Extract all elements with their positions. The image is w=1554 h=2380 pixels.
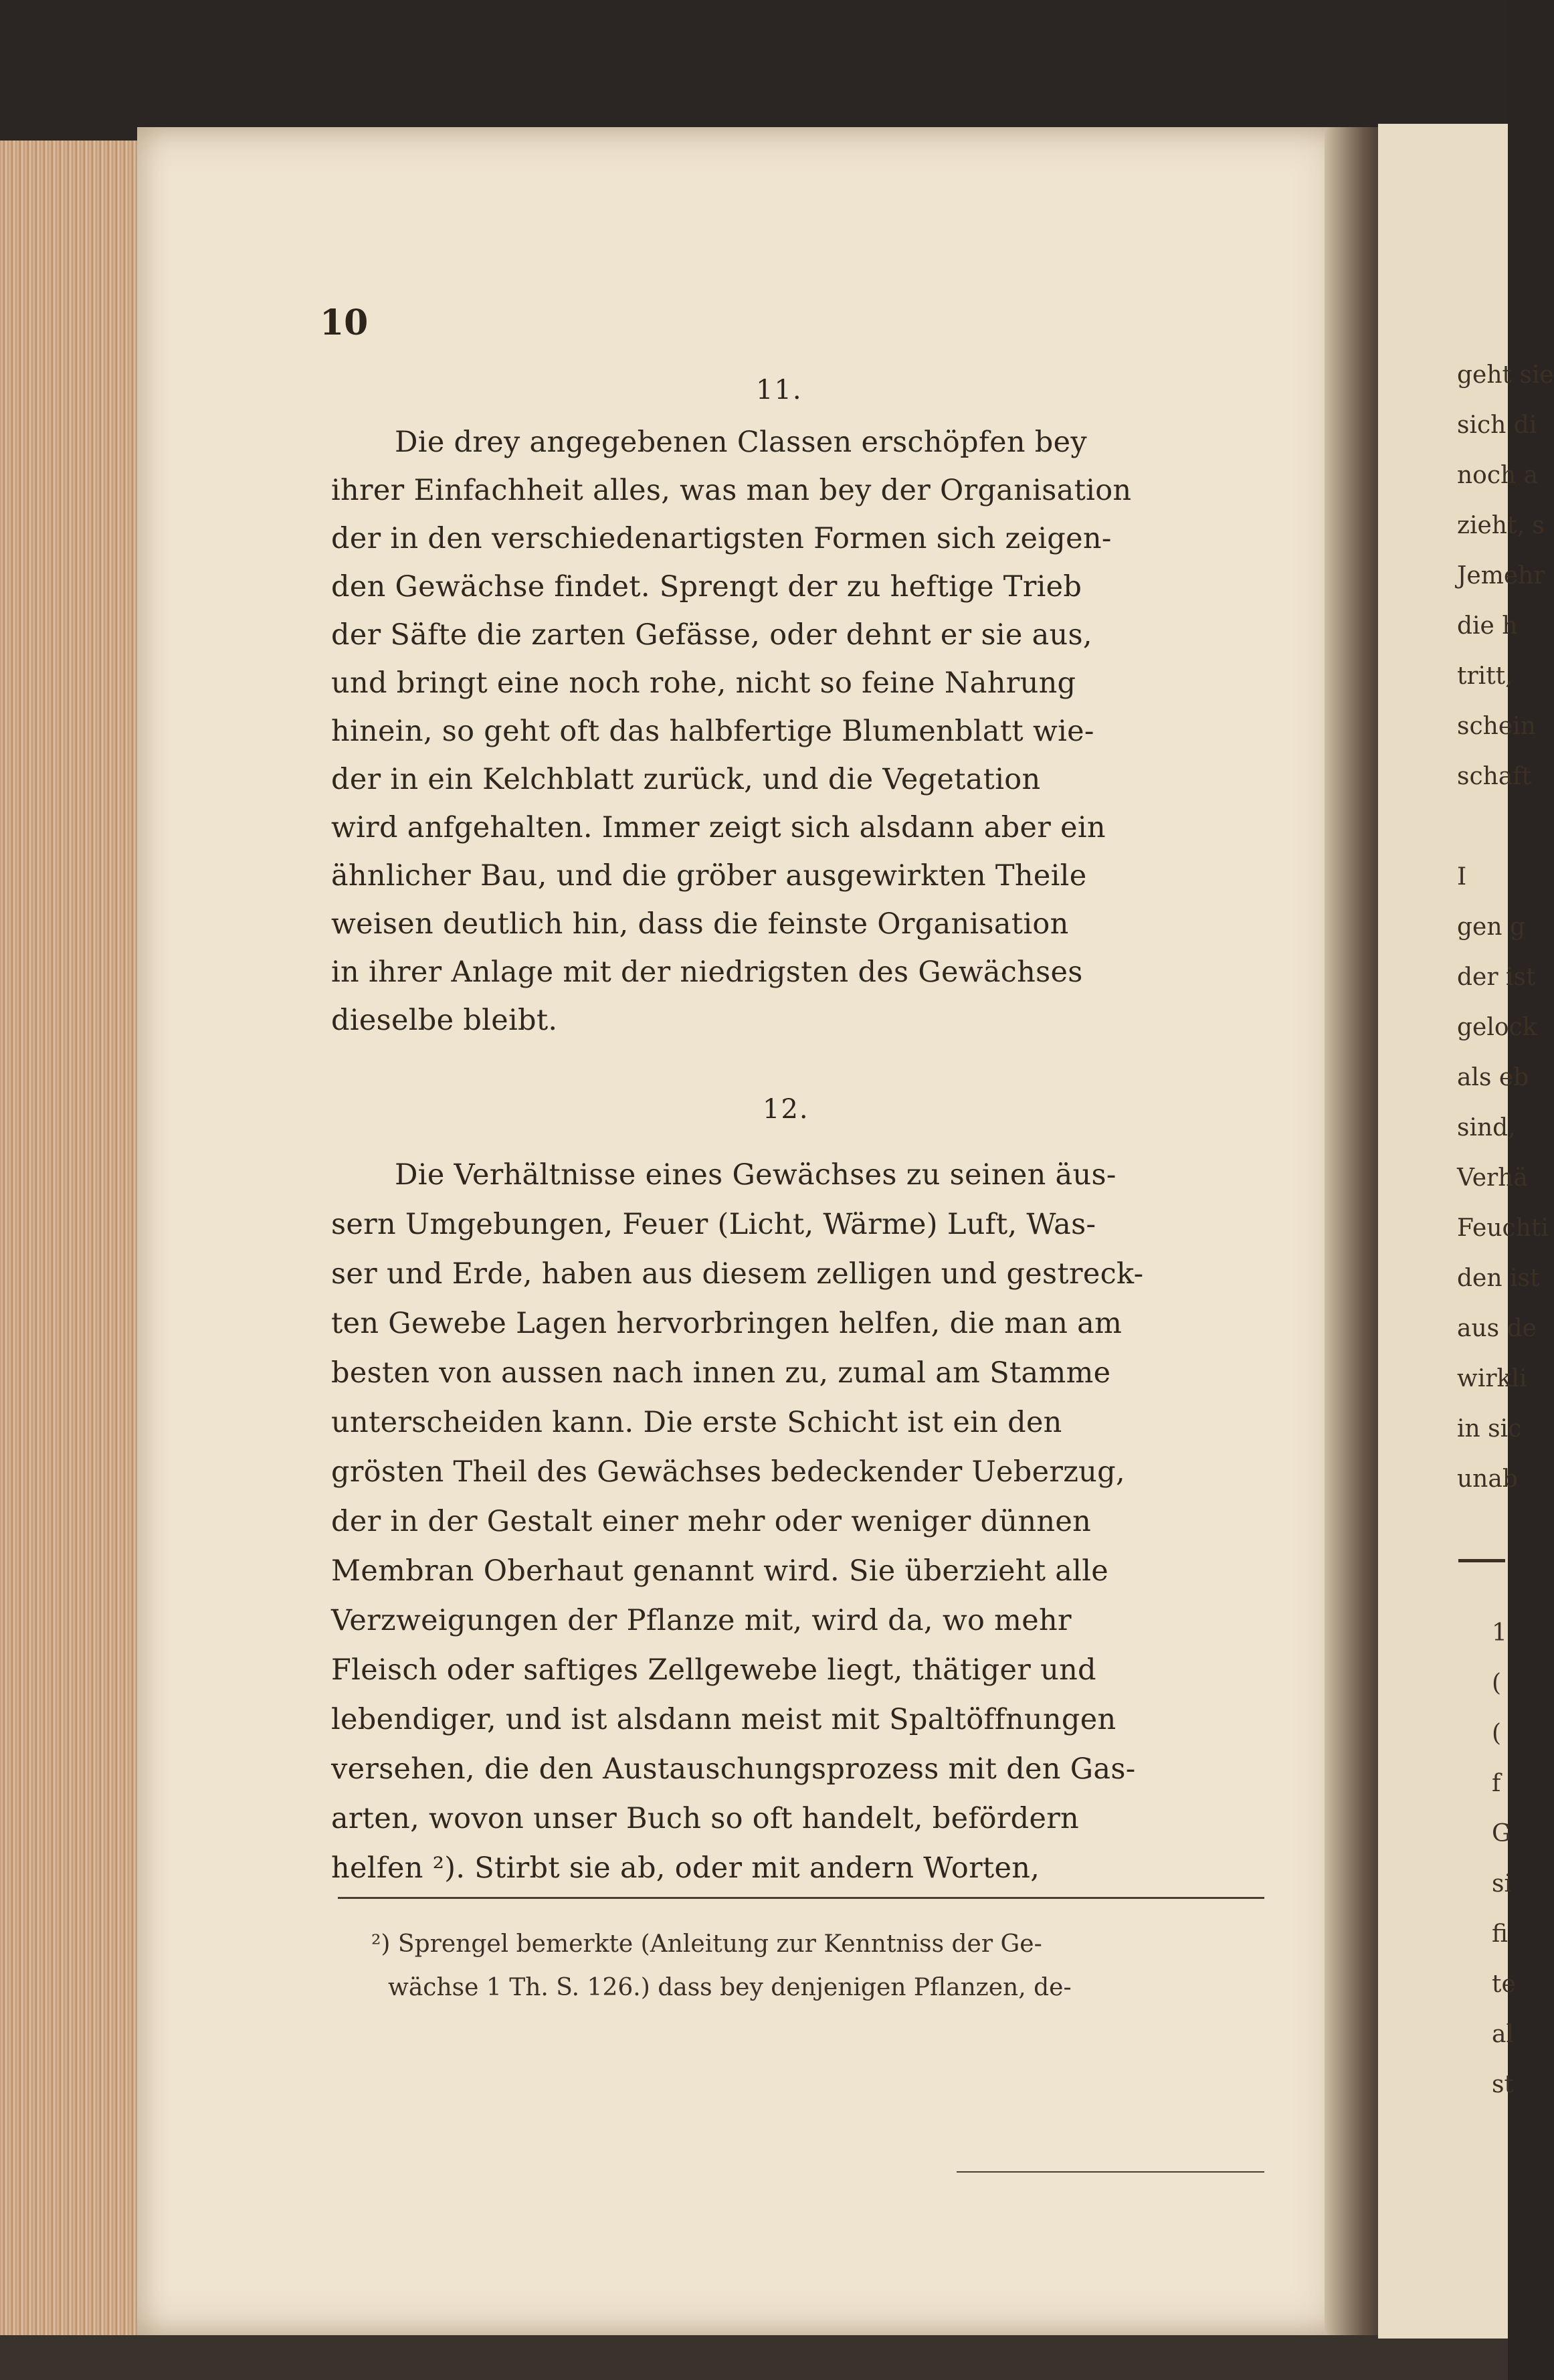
text-line: Die Verhältnisse eines Gewächses zu seinen äus- — [395, 1158, 1116, 1192]
facing-line: in sic — [1457, 1415, 1522, 1443]
text-line: unterscheiden kann. Die erste Schicht ist ein den — [331, 1406, 1062, 1439]
page-number: 10 — [320, 302, 369, 343]
facing-line: al — [1492, 2021, 1514, 2048]
facing-line: G — [1492, 1820, 1511, 1847]
facing-line: aus de — [1457, 1315, 1537, 1342]
text-line: sern Umgebungen, Feuer (Licht, Wärme) Luft, Was- — [331, 1208, 1096, 1241]
facing-line: Feuchti — [1457, 1214, 1549, 1242]
facing-line: die h — [1457, 612, 1518, 640]
facing-line: sich di — [1457, 411, 1537, 439]
facing-line: wirkli — [1457, 1365, 1527, 1392]
footnote-line: ²) Sprengel bemerkte (Anleitung zur Kenntniss der Ge- — [371, 1930, 1042, 1958]
text-line: der in ein Kelchblatt zurück, und die Vegetation — [331, 763, 1041, 796]
facing-line: fi — [1492, 1920, 1509, 1948]
text-line: der Säfte die zarten Gefässe, oder dehnt er sie aus, — [331, 618, 1092, 652]
text-line: weisen deutlich hin, dass die feinste Organisation — [331, 907, 1069, 941]
text-line: arten, wovon unser Buch so oft handelt, befördern — [331, 1802, 1080, 1835]
text-line: Fleisch oder saftiges Zellgewebe liegt, thätiger und — [331, 1653, 1096, 1687]
facing-line: als eb — [1457, 1064, 1529, 1091]
text-line: der in den verschiedenartigsten Formen sich zeigen- — [331, 522, 1112, 555]
text-line: den Gewächse findet. Sprengt der zu heftige Trieb — [331, 570, 1082, 604]
facing-line: gelock — [1457, 1014, 1537, 1041]
facing-page-fragment — [1378, 124, 1554, 2339]
text-line: besten von aussen nach innen zu, zumal am Stamme — [331, 1356, 1111, 1390]
facing-line: geht sie — [1457, 361, 1554, 389]
facing-line: Verhä — [1457, 1164, 1528, 1192]
facing-line: zieht, s — [1457, 512, 1545, 539]
text-line: Die drey angegebenen Classen erschöpfen bey — [395, 426, 1087, 459]
text-line: ähnlicher Bau, und die gröber ausgewirkten Theile — [331, 859, 1087, 893]
text-line: helfen ²). Stirbt sie ab, oder mit andern Worten, — [331, 1851, 1040, 1885]
text-line: Verzweigungen der Pflanze mit, wird da, wo mehr — [331, 1604, 1072, 1637]
text-line: dieselbe bleibt. — [331, 1004, 558, 1037]
text-line: wird anfgehalten. Immer zeigt sich alsdann aber ein — [331, 811, 1106, 844]
facing-line: noch a — [1457, 462, 1539, 489]
facing-line: I — [1457, 863, 1467, 891]
background-top — [0, 0, 1508, 141]
facing-line: den ist — [1457, 1265, 1540, 1292]
facing-line: unab — [1457, 1465, 1518, 1493]
footnote-line: wächse 1 Th. S. 126.) dass bey denjenigen Pflanzen, de- — [388, 1974, 1072, 2001]
text-line: hinein, so geht oft das halbfertige Blumenblatt wie- — [331, 715, 1094, 748]
facing-line: der ist — [1457, 964, 1536, 991]
text-line: ten Gewebe Lagen hervorbringen helfen, die man am — [331, 1307, 1123, 1340]
book-page-edges — [0, 141, 154, 2335]
facing-line: 1 — [1492, 1619, 1507, 1647]
facing-line: ( — [1492, 1669, 1502, 1697]
section-number: 12. — [763, 1094, 809, 1125]
text-line: Membran Oberhaut genannt wird. Sie überzieht alle — [331, 1554, 1109, 1588]
facing-line: tritt, — [1457, 662, 1513, 690]
text-line: ser und Erde, haben aus diesem zelligen und gestreck- — [331, 1257, 1144, 1291]
facing-line: schaft — [1457, 763, 1532, 790]
facing-line: si — [1492, 1870, 1512, 1898]
text-line: versehen, die den Austauschungsprozess mit den Gas- — [331, 1752, 1136, 1786]
text-line: grösten Theil des Gewächses bedeckender Ueberzug, — [331, 1455, 1125, 1489]
facing-line: sind, — [1457, 1114, 1516, 1141]
facing-line: f — [1492, 1770, 1501, 1797]
text-line: lebendiger, und ist alsdann meist mit Spaltöffnungen — [331, 1703, 1116, 1736]
facing-line: te — [1492, 1971, 1516, 1998]
section-number: 11. — [756, 375, 803, 405]
footnote-rule-upper — [957, 2171, 1264, 2173]
text-line: der in der Gestalt einer mehr oder weniger dünnen — [331, 1505, 1092, 1538]
text-line: ihrer Einfachheit alles, was man bey der Organisation — [331, 474, 1132, 507]
facing-section-dash — [1458, 1559, 1505, 1562]
text-line: in ihrer Anlage mit der niedrigsten des Gewächses — [331, 955, 1083, 989]
facing-line: ( — [1492, 1720, 1502, 1747]
footnote-rule — [338, 1897, 1264, 1899]
facing-line: st — [1492, 2071, 1514, 2098]
facing-line: Jemehr — [1457, 562, 1545, 589]
facing-line: gen g — [1457, 913, 1526, 941]
facing-line: schein — [1457, 713, 1536, 740]
text-line: und bringt eine noch rohe, nicht so feine Nahrung — [331, 666, 1076, 700]
